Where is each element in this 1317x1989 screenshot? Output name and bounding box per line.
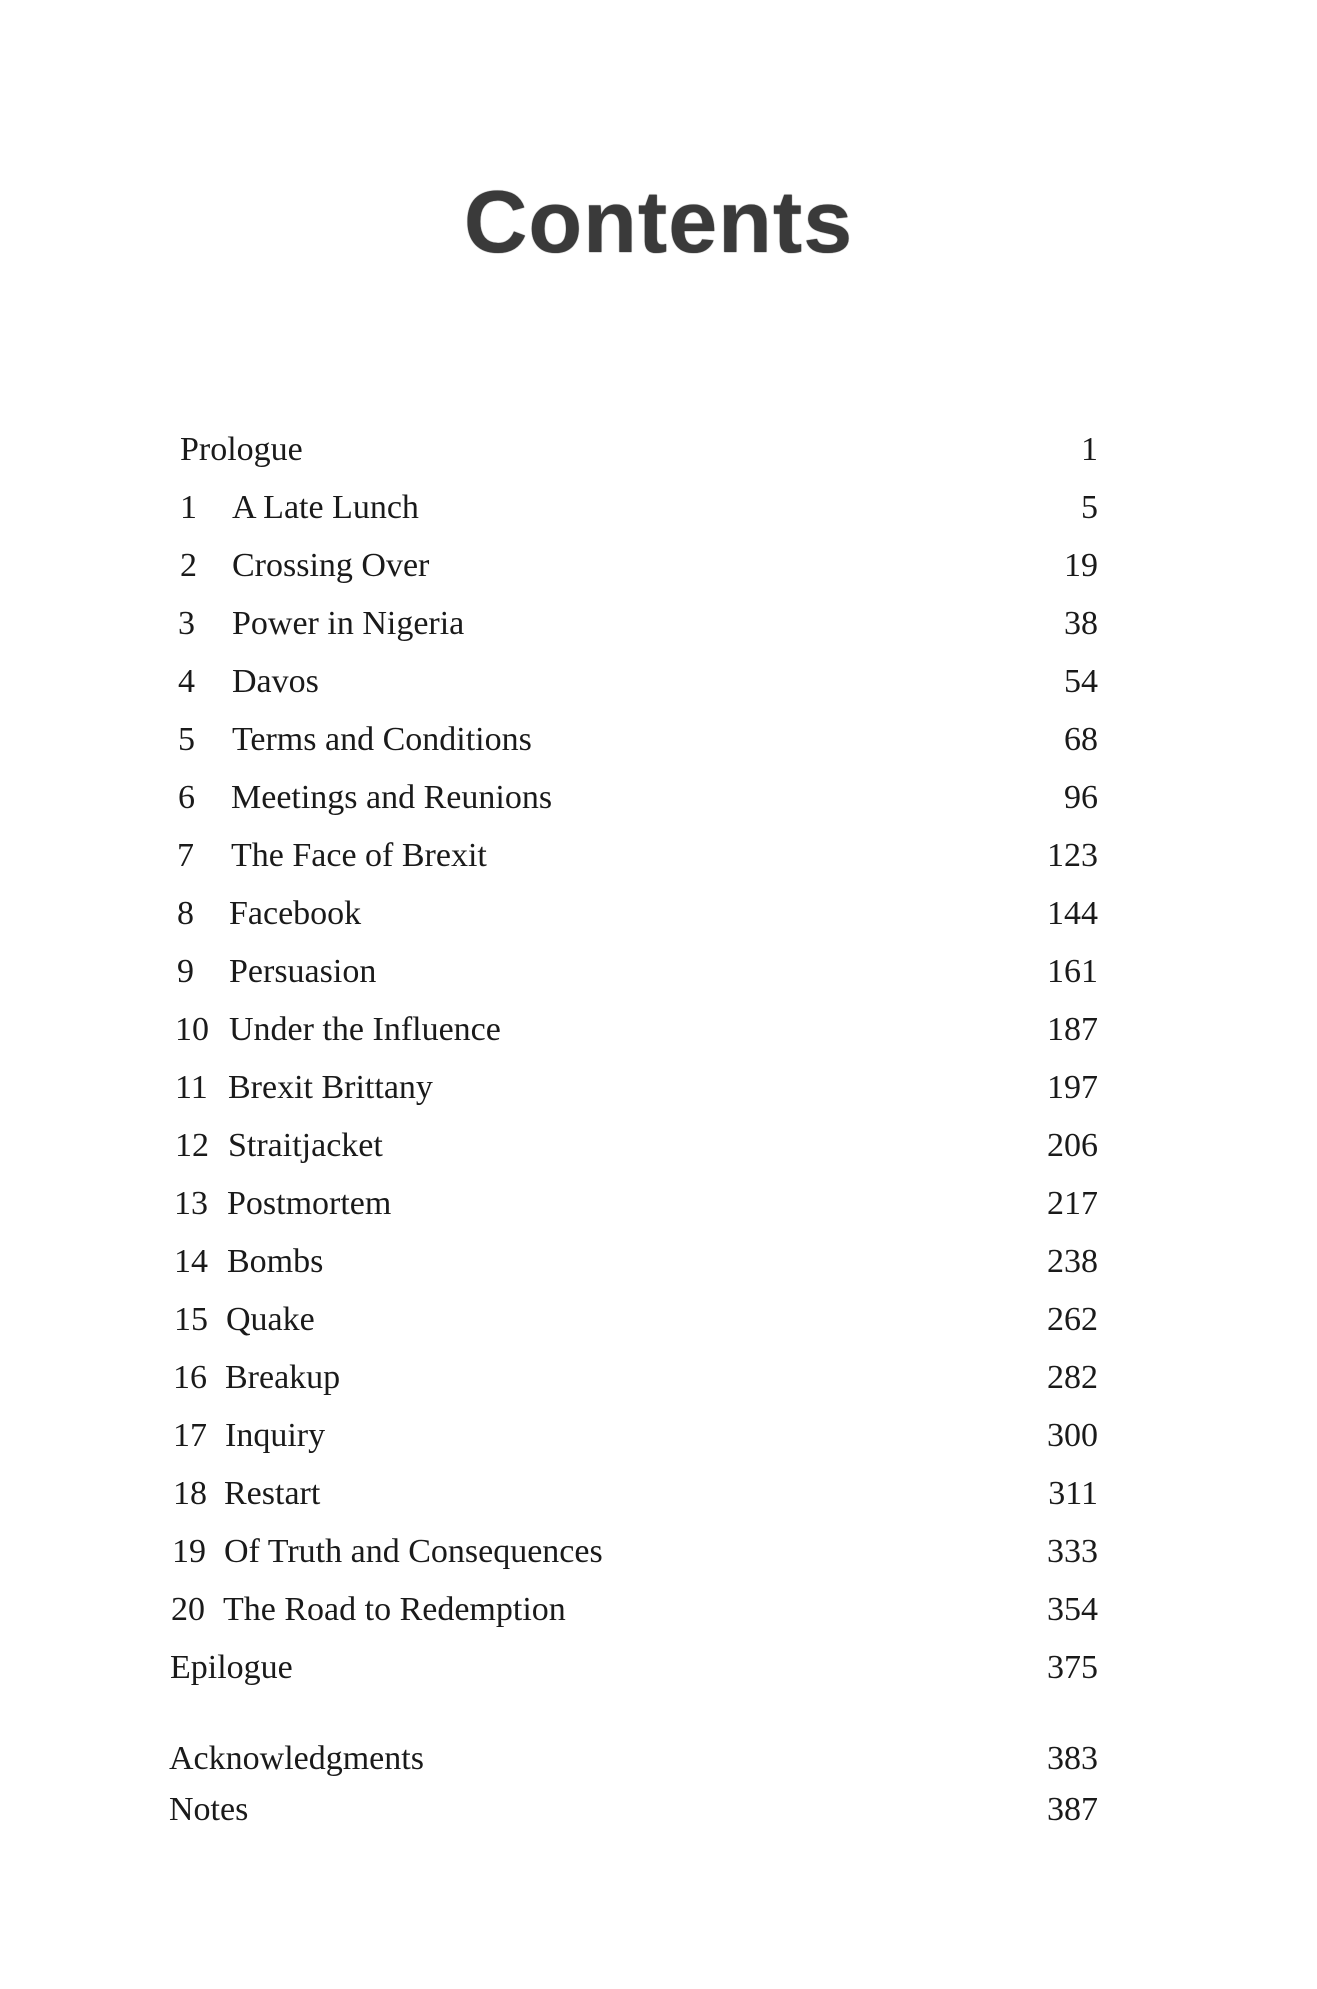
page-number: 19 xyxy=(1064,547,1098,584)
page-number: 238 xyxy=(1047,1243,1098,1280)
toc-entry[interactable] xyxy=(0,541,1317,591)
toc-entry[interactable] xyxy=(0,1734,1317,1784)
chapter-title: Postmortem xyxy=(227,1185,392,1222)
page-number: 333 xyxy=(1047,1533,1098,1570)
toc-entry[interactable] xyxy=(0,773,1317,823)
chapter-number: 17 xyxy=(173,1417,207,1454)
toc-entry[interactable] xyxy=(0,1643,1317,1693)
page-number: 311 xyxy=(1048,1475,1098,1512)
chapter-number: 12 xyxy=(175,1127,209,1164)
chapter-title: A Late Lunch xyxy=(232,489,419,526)
chapter-title: Acknowledgments xyxy=(169,1740,424,1777)
chapter-title: The Road to Redemption xyxy=(223,1591,566,1628)
chapter-number: 20 xyxy=(171,1591,205,1628)
page-number: 38 xyxy=(1064,605,1098,642)
toc-entry[interactable] xyxy=(0,1005,1317,1055)
chapter-title: Crossing Over xyxy=(232,547,430,584)
chapter-number: 1 xyxy=(180,489,197,526)
chapter-title: Facebook xyxy=(229,895,362,932)
toc-entry[interactable] xyxy=(0,831,1317,881)
toc-entry[interactable] xyxy=(0,1121,1317,1171)
page-number: 1 xyxy=(1081,431,1098,468)
page-number: 387 xyxy=(1047,1791,1098,1828)
page-number: 206 xyxy=(1047,1127,1098,1164)
chapter-number: 18 xyxy=(173,1475,207,1512)
toc-entry[interactable] xyxy=(0,1353,1317,1403)
chapter-number: 5 xyxy=(178,721,195,758)
chapter-number: 6 xyxy=(178,779,195,816)
page-number: 144 xyxy=(1047,895,1098,932)
page-number: 354 xyxy=(1047,1591,1098,1628)
page-title: Contents xyxy=(463,172,854,271)
page-number: 262 xyxy=(1047,1301,1098,1338)
toc-entry[interactable] xyxy=(0,715,1317,765)
chapter-title: Straitjacket xyxy=(228,1127,383,1164)
chapter-number: 14 xyxy=(174,1243,208,1280)
chapter-title: Prologue xyxy=(180,431,303,468)
chapter-number: 7 xyxy=(177,837,194,874)
chapter-title: Power in Nigeria xyxy=(232,605,465,642)
chapter-title: Davos xyxy=(232,663,319,700)
chapter-number: 2 xyxy=(180,547,197,584)
toc-entry[interactable] xyxy=(0,1063,1317,1113)
toc-entry[interactable] xyxy=(0,1237,1317,1287)
chapter-title: Persuasion xyxy=(229,953,377,990)
chapter-number: 9 xyxy=(177,953,194,990)
chapter-number: 4 xyxy=(178,663,195,700)
page-number: 282 xyxy=(1047,1359,1098,1396)
page-number: 300 xyxy=(1047,1417,1098,1454)
chapter-title: Terms and Conditions xyxy=(232,721,532,758)
page-number: 54 xyxy=(1064,663,1098,700)
chapter-title: Bombs xyxy=(227,1243,324,1280)
toc-entry[interactable] xyxy=(0,425,1317,475)
page-number: 383 xyxy=(1047,1740,1098,1777)
chapter-number: 16 xyxy=(173,1359,207,1396)
page-number: 68 xyxy=(1064,721,1098,758)
chapter-title: Quake xyxy=(226,1301,315,1338)
page-number: 161 xyxy=(1047,953,1098,990)
chapter-title: The Face of Brexit xyxy=(231,837,487,874)
toc-entry[interactable] xyxy=(0,1785,1317,1835)
toc-entry[interactable] xyxy=(0,483,1317,533)
chapter-number: 10 xyxy=(175,1011,209,1048)
chapter-title: Meetings and Reunions xyxy=(231,779,553,816)
page-number: 5 xyxy=(1081,489,1098,526)
toc-entry[interactable] xyxy=(0,889,1317,939)
toc-entry[interactable] xyxy=(0,599,1317,649)
chapter-title: Under the Influence xyxy=(229,1011,501,1048)
page-number: 197 xyxy=(1047,1069,1098,1106)
toc-entry[interactable] xyxy=(0,947,1317,997)
chapter-title: Inquiry xyxy=(225,1417,326,1454)
toc-entry[interactable] xyxy=(0,1295,1317,1345)
toc-entry[interactable] xyxy=(0,1411,1317,1461)
chapter-number: 11 xyxy=(175,1069,208,1106)
page-number: 217 xyxy=(1047,1185,1098,1222)
chapter-number: 3 xyxy=(178,605,195,642)
page-number: 187 xyxy=(1047,1011,1098,1048)
page-number: 375 xyxy=(1047,1649,1098,1686)
chapter-number: 15 xyxy=(174,1301,208,1338)
chapter-title: Notes xyxy=(169,1791,249,1828)
chapter-title: Breakup xyxy=(225,1359,341,1396)
chapter-number: 13 xyxy=(174,1185,208,1222)
page-number: 123 xyxy=(1047,837,1098,874)
chapter-number: 8 xyxy=(177,895,194,932)
page-number: 96 xyxy=(1064,779,1098,816)
chapter-title: Of Truth and Consequences xyxy=(224,1533,603,1570)
toc-entry[interactable] xyxy=(0,1527,1317,1577)
toc-entry[interactable] xyxy=(0,657,1317,707)
chapter-title: Epilogue xyxy=(170,1649,293,1686)
toc-entry[interactable] xyxy=(0,1585,1317,1635)
toc-entry[interactable] xyxy=(0,1469,1317,1519)
toc-entry[interactable] xyxy=(0,1179,1317,1229)
chapter-number: 19 xyxy=(172,1533,206,1570)
chapter-title: Restart xyxy=(224,1475,321,1512)
chapter-title: Brexit Brittany xyxy=(228,1069,433,1106)
